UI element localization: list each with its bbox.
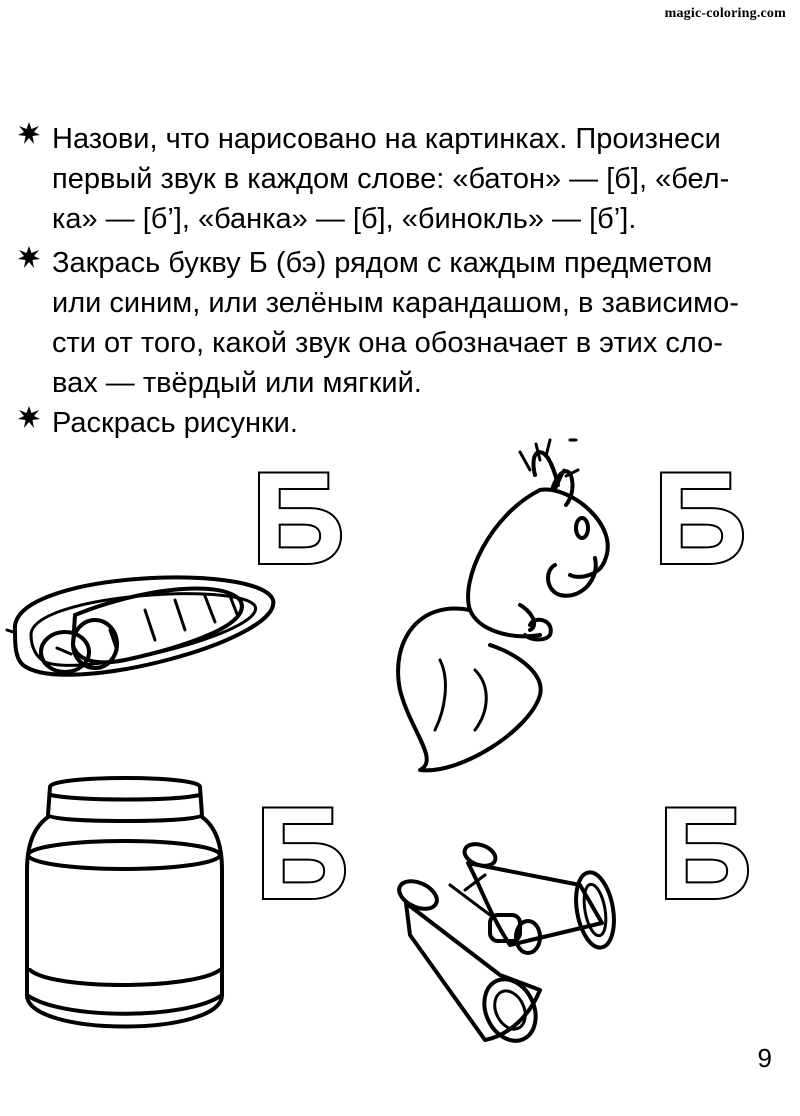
instruction-text-line: или синим, или зелёным карандашом, в зависимо- (52, 287, 739, 319)
letter-b-binoculars[interactable] (655, 790, 755, 910)
star-bullet-icon (18, 122, 40, 144)
instruction-text-line: Раскрась рисунки. (52, 407, 298, 439)
binoculars-icon[interactable] (390, 835, 630, 1045)
site-watermark: magic-coloring.com (664, 6, 786, 21)
instruction-text-line: сти от того, какой звук она обозначает в этих сло- (52, 327, 723, 359)
instruction-1 (18, 120, 778, 240)
svg-text:Б: Б (251, 455, 345, 575)
instruction-text-line: первый звук в каждом слове: «батон» — [б], «бел- (52, 163, 730, 195)
instruction-text-line: Назови, что нарисовано на картинках. Произнеси (52, 123, 721, 155)
instruction-text-line: Закрась букву Б (бэ) рядом с каждым предметом (52, 247, 713, 279)
jar-icon[interactable] (22, 775, 227, 1050)
star-bullet-icon (18, 246, 40, 268)
letter-b-jar[interactable] (252, 790, 352, 910)
svg-text:Б: Б (658, 790, 752, 910)
instruction-text-line: вах — твёрдый или мягкий. (52, 367, 422, 399)
star-bullet-icon (18, 406, 40, 428)
instruction-text-line: ка» — [б’], «банка» — [б], «бинокль» — [б’]. (52, 203, 637, 235)
letter-b-squirrel[interactable] (650, 455, 750, 575)
bread-loaf-icon[interactable] (5, 570, 280, 695)
instruction-2 (18, 244, 778, 404)
page-number: 9 (757, 1043, 772, 1073)
letter-b-bread[interactable] (248, 455, 348, 575)
svg-text:Б: Б (255, 790, 349, 910)
svg-text:Б: Б (653, 455, 747, 575)
squirrel-icon[interactable] (380, 430, 630, 775)
